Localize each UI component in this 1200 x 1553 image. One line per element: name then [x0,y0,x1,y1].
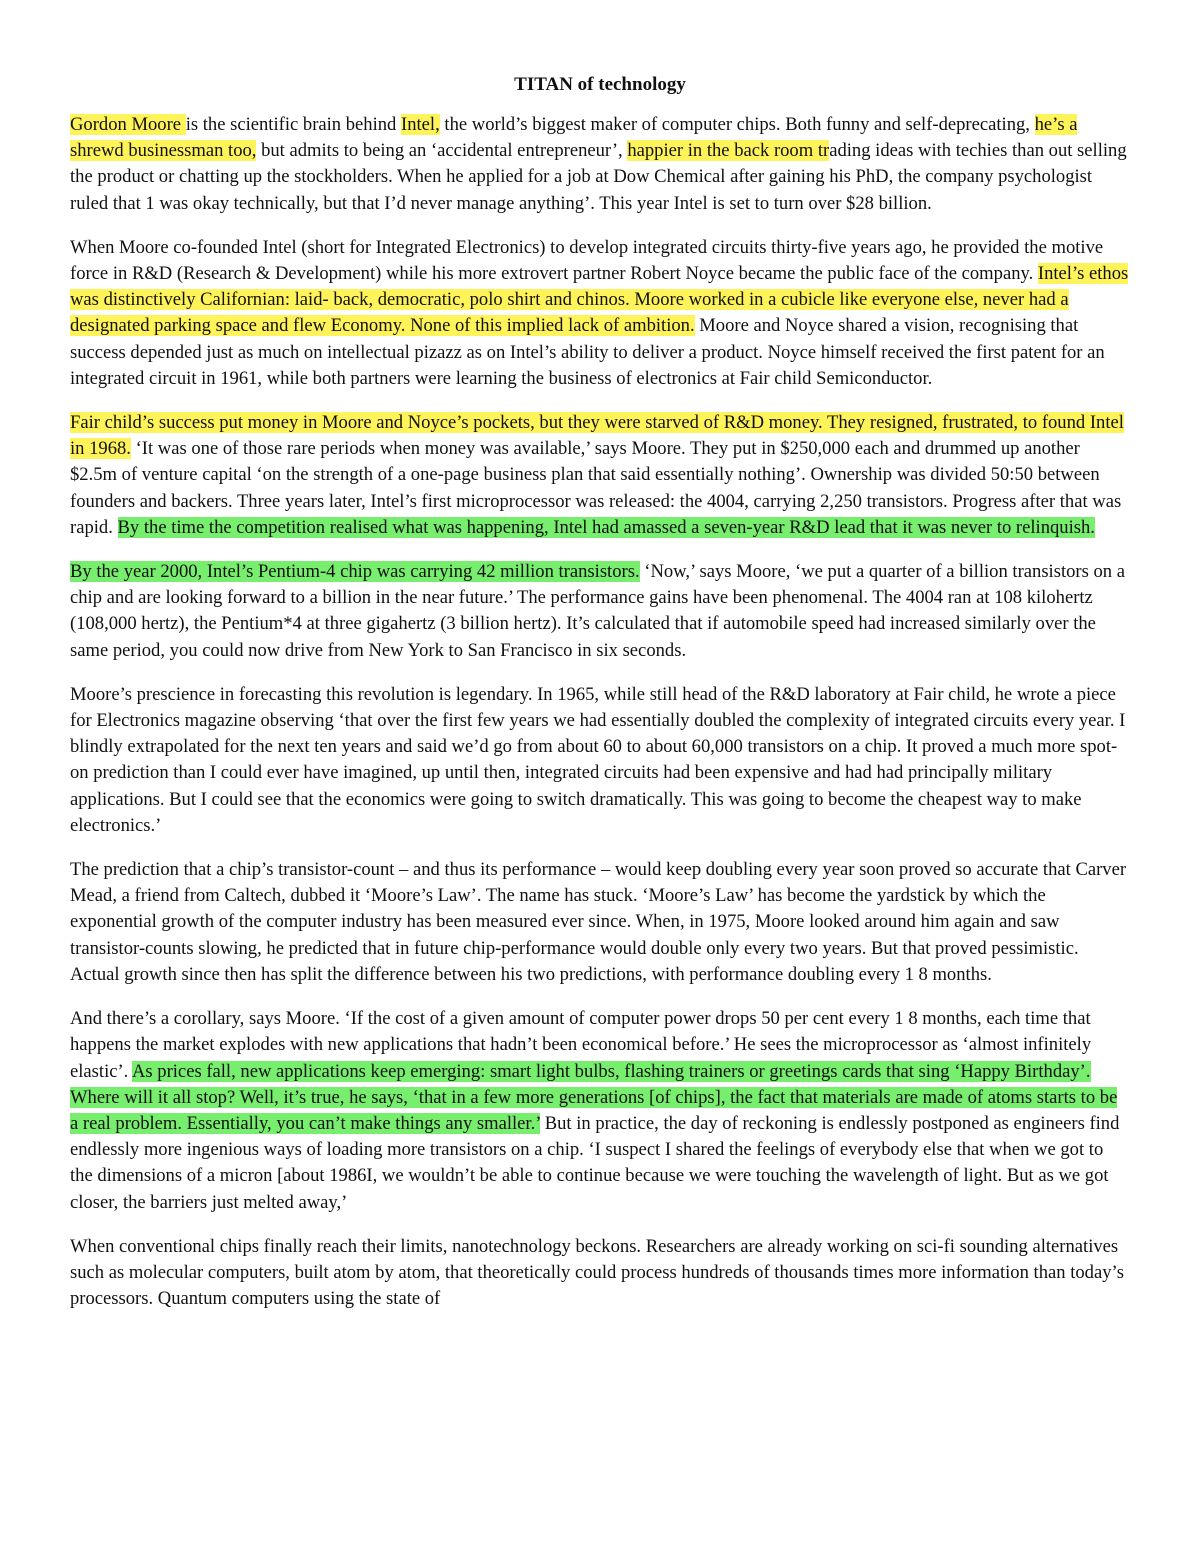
text-run: Moore’s prescience in forecasting this revolution is legendary. In 1965, while still head of the R&D laboratory at Fair child, he wrote a piece for Electronics magazine observing ‘that over the first few years we had essentially doubled the complexity of integrated circuits every year. I blindly extrapolated for the next ten years and said we’d go from about 60 to about 60,000 transistors on a chip. It proved a much more spot-on prediction than I could ever have imagined, up until then, integrated circuits had been expensive and had had principally military applications. But I could see that the economics were going to switch dramatically. This was going to become the cheapest way to make electronics.’ [70,683,1126,836]
text-run: ‘Now,’ says Moore, ‘we put a quarter of a billion transistors on a chip and are looking forward to a billion in the near future.’ The performance gains have been phenomenal. The 4004 ran at 108 kilohertz (108,000 hertz), the Pentium*4 at three gigahertz (3 billion hertz). It’s calculated that if automobile speed had increased similarly over the same period, you could now drive from New York to San Francisco in six seconds. [70,561,1125,661]
highlighted-text-yellow: Fair child’s success put money in Moore and Noyce’s pockets, but they were starved of R&D money. They resigned, frustrated, to found Intel in 1968. [70,412,1124,460]
text-run: ‘It was one of those rare periods when money was available,’ says Moore. They put in $250,000 each and drummed up another $2.5m of venture capital ‘on the strength of a one-page business plan that said essentially nothing’. Ownership was divided 50:50 between founders and backers. Three years later, Intel’s first microprocessor was released: the 4004, carrying 2,250 transistors. Progress after that was rapid. [70,438,1122,538]
paragraph [70,1006,1130,1216]
highlighted-text-yellow: Intel’s ethos was distinctively Californian: laid- back, democratic, polo shirt and chinos. Moore worked in a cubicle like everyone else, never had a designated parking space and flew Economy. None of this implied lack of ambition. [70,263,1129,337]
paragraph [70,559,1130,664]
paragraph [70,682,1130,839]
highlighted-text-yellow: happier in the back room tr [627,140,830,162]
text-run: And there’s a corollary, says Moore. ‘If the cost of a given amount of computer power drops 50 per cent every 1 8 months, each time that happens the market explodes with new applications that hadn’t been economical before.’ He sees the microprocessor as ‘almost infinitely elastic’. [70,1008,1092,1082]
highlighted-text-yellow: he’s a shrewd businessman too, [70,114,1078,162]
highlighted-text-yellow: Intel, [401,114,440,135]
highlighted-text-green: By the year 2000, Intel’s Pentium-4 chip was carrying 42 million transistors. [70,561,640,583]
text-run: When conventional chips finally reach their limits, nanotechnology beckons. Researchers are already working on sci-fi sounding alternatives such as molecular computers, built atom by atom, that theoretically could process hundreds of thousands times more information than today’s processors. Quantum computers using the state of [70,1235,1124,1310]
text-run: is the scientific brain behind [185,114,402,135]
text-run: Moore and Noyce shared a vision, recognising that success depended just as much on intellectual pizazz as on Intel’s ability to deliver a product. Noyce himself received the first patent for an integrated circuit in 1961, while both partners were learning the business of electronics at Fair child Semiconductor. [70,315,1105,389]
text-run: When Moore co-founded Intel (short for Integrated Electronics) to develop integrated circuits thirty-five years ago, he provided the motive force in R&D (Research & Development) while his more extrovert partner Robert Noyce became the public face of the company. [70,236,1104,285]
text-run: ading ideas with techies than out selling the product or chatting up the stockholders. When he applied for a job at Dow Chemical after gaining his PhD, the company psychologist ruled that 1 was okay technically, but that I’d never manage anything’. This year Intel is set to turn over $28 billion. [70,140,1127,214]
text-run: the world’s biggest maker of computer chips. Both funny and self-deprecating, [439,114,1035,135]
text-run: but admits to being an ‘accidental entrepreneur’, [256,140,628,162]
document-title: TITAN of technology [514,74,686,95]
highlighted-text-green: By the time the competition realised what was happening, Intel had amassed a seven-year R&D lead that it was never to relinquish. [117,516,1095,538]
highlighted-text-yellow: Gordon Moore [70,114,186,135]
paragraph [70,1234,1130,1313]
text-run: The prediction that a chip’s transistor-count – and thus its performance – would keep doubling every year soon proved so accurate that Carver Mead, a friend from Caltech, dubbed it ‘Moore’s Law’. The name has stuck. ‘Moore’s Law’ has become the yardstick by which the exponential growth of the computer industry has been measured ever since. When, in 1975, Moore looked around him again and saw transistor-counts slowing, he predicted that in future chip-performance would double only every two years. But that proved pessimistic. Actual growth since then has split the difference between his two predictions, with performance doubling every 1 8 months. [70,859,1127,985]
paragraph [70,410,1130,541]
paragraph [70,857,1130,988]
highlighted-text-green: As prices fall, new applications keep emerging: smart light bulbs, flashing trainers or greetings cards that sing ‘Happy Birthday’. Where will it all stop? Well, it’s true, he says, ‘that in a few more generations [of chips], the fact that materials are made of atoms starts to be a real problem. Essentially, you can’t make things any smaller.’ [70,1060,1118,1134]
document-body [70,112,1130,1330]
text-run: But in practice, the day of reckoning is endlessly postponed as engineers find endlessly more ingenious ways of loading more transistors on a chip. ‘I suspect I shared the feelings of everybody else that when we got to the dimensions of a micron [about 1986I, we wouldn’t be able to continue because we were touching the wavelength of light. But as we got closer, the barriers just melted away,’ [70,1112,1120,1213]
paragraph [70,112,1130,217]
paragraph [70,235,1130,392]
